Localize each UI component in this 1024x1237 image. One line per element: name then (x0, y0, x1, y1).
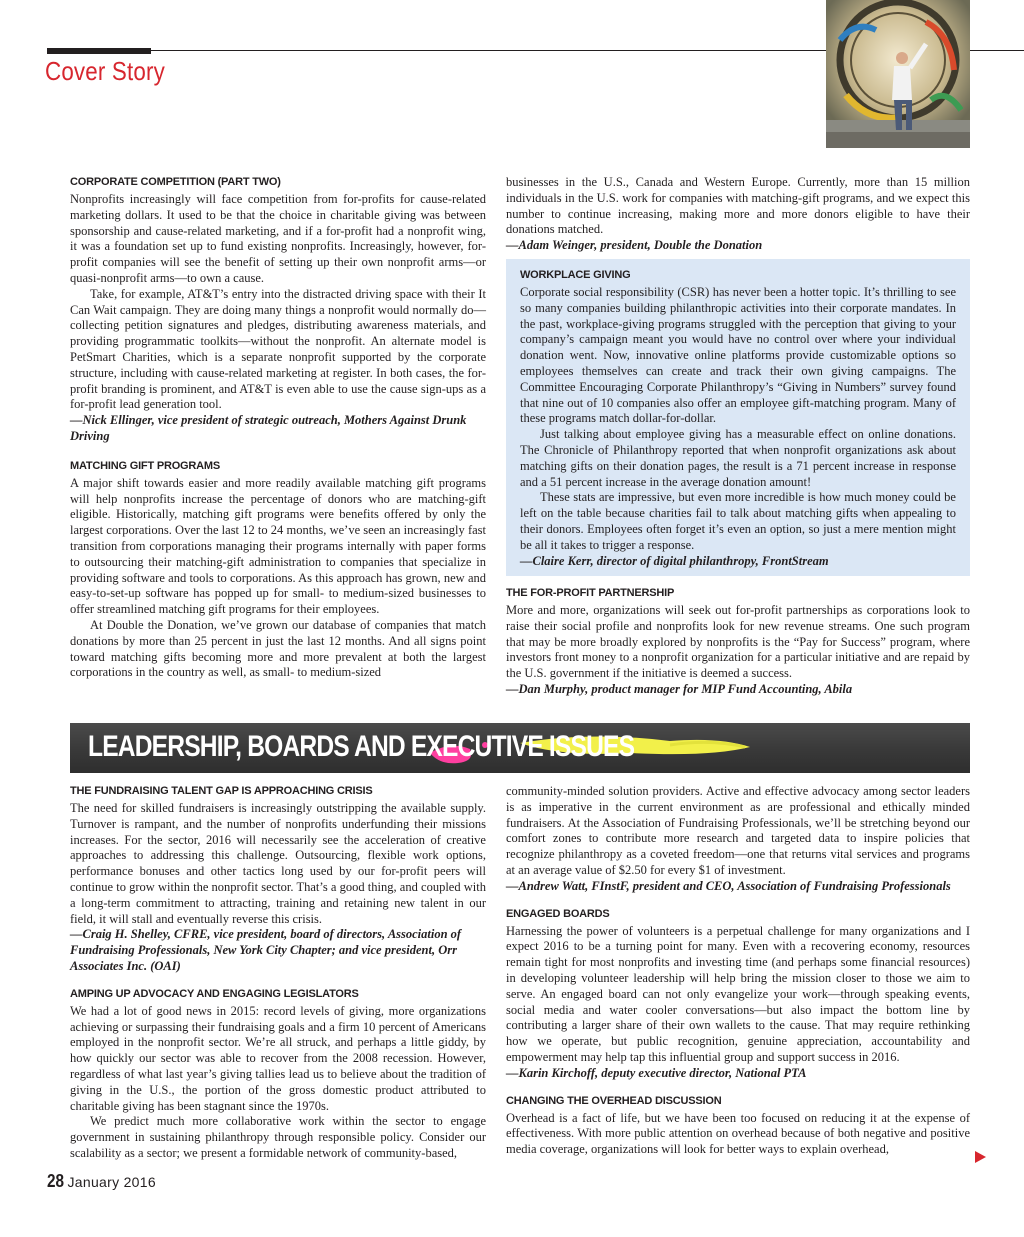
attribution-adam-weinger: —Adam Weinger, president, Double the Donation (506, 238, 763, 253)
attribution-claire-kerr: —Claire Kerr, director of digital philanthropy, FrontStream (520, 553, 829, 568)
cover-illustration (826, 0, 970, 148)
attribution-nick-ellinger: —Nick Ellinger, vice president of strategic outreach, Mothers Against Drunk Driving (70, 413, 467, 443)
page-number: 28 (47, 1171, 65, 1191)
paragraph: Overhead is a fact of life, but we have been too focused on reducing it at the expense of effectiveness. With more public attention on overhead because of both negative and positive media coverage, organizations will look for better ways to explain overhead, (506, 1110, 970, 1157)
workplace-giving-sidebar (506, 259, 970, 576)
header-rule (151, 50, 826, 51)
attribution-andrew-watt: —Andrew Watt, FInstF, president and CEO, Association of Fundraising Professionals (506, 878, 951, 893)
heading-for-profit-partnership: THE FOR-PROFIT PARTNERSHIP (506, 587, 675, 599)
paragraph: We predict much more collaborative work within the sector to engage government in sustaining philanthropy through responsible policy. Consider our scalability as a sector; we present a formidable network of community-based, (70, 1114, 486, 1160)
paragraph: Just talking about employee giving has a measurable effect on online donations. The Chronicle of Philanthropy reported that when nonprofit organizations ask about matching gifts on their donation pages, the result is a 71 percent increase in response and a 51 percent increase in the average donation amount! (520, 427, 956, 489)
header-rule-right (970, 50, 1024, 51)
paragraph: At Double the Donation, we’ve grown our database of companies that match donations by more than 25 percent in just the last 12 months. And all signs point toward matching gifts becoming more and more prevalent at both the largest corporations in the country as well, as small- to medium-sized (70, 617, 486, 680)
paragraph: community-minded solution providers. Active and effective advocacy among sector leaders is as imperative in the current environment as are professional and ethically minded fundraisers. At the Association of Fundraising Professionals, we’ll be stretching beyond our comfort zones to contribute more research and targeted data to inspire policies that recognize philanthropy as a coveted freedom—one that returns vital services and programs at an average value of $2.50 for every $1 of investment. (506, 784, 970, 877)
heading-corporate-competition: CORPORATE COMPETITION (PART TWO) (70, 176, 281, 188)
heading-matching-gift-programs: MATCHING GIFT PROGRAMS (70, 459, 220, 472)
attribution-karin-kirchoff: —Karin Kirchoff, deputy executive director, National PTA (506, 1065, 807, 1080)
attribution-dan-murphy: —Dan Murphy, product manager for MIP Fund Accounting, Abila (506, 681, 853, 696)
top-left-column (70, 175, 486, 681)
paragraph: Harnessing the power of volunteers is a perpetual challenge for many organizations and I expect 2016 to be a turning point for many. Even with a recovering economy, resources remain tight for most nonprofits and investing time (and perhaps some financial resources) in developing volunteer leadership will help bring the mission closer to those we aim to serve. An engaged board can not only evangelize your work—through speaking events, social media and water cooler conversations—but also impact the bottom line by contributing a larger share of their own wallets to the cause. That may require rethinking how we operate, but public recognition, genuine appreciation, accountability and empowerment may help tap this influential group and support success in 2016. (506, 923, 970, 1064)
header-rule-thick (47, 48, 151, 54)
attribution-craig-shelley: —Craig H. Shelley, CFRE, vice president, board of directors, Association of Fundraising Professionals, New York City Chapter; and vice president, Orr Associates Inc. (OAI) (70, 927, 462, 973)
paragraph: These stats are impressive, but even more incredible is how much money could be left on the table because charities fail to talk about matching gifts when appealing to their donors. Employees often forget it’s even an option, so just a mere mention might be all it takes to trigger a response. (520, 490, 956, 552)
bottom-left-column (70, 784, 486, 1162)
heading-amping-up-advocacy: AMPING UP ADVOCACY AND ENGAGING LEGISLATORS (70, 987, 359, 1000)
paragraph: The need for skilled fundraisers is increasingly outstripping the available supply. Turnover is rampant, and the number of nonprofits underfunding their missions increases. For the sector, 2016 will necessarily see the acceleration of creative approaches to addressing this challenge. Outsourcing, flexible work options, performance bonuses and other tactics long used by our for-profit peers will continue to grow within the nonprofit sector. That’s a good thing, and coupled with a long-term commitment to attracting, training and retaining new talent in our field, it will stall and eventually reverse this crisis. (70, 801, 486, 926)
heading-overhead-discussion: CHANGING THE OVERHEAD DISCUSSION (506, 1094, 722, 1107)
page-footer (47, 1171, 156, 1192)
paragraph: We had a lot of good news in 2015: record levels of giving, more organizations achieving or surpassing their fundraising goals and a firm 10 percent of Americans employed in the nonprofit sector. We’re all struck, and perhaps a little giddy, by how quickly our sector was able to recover from the 2008 recession. However, regardless of what last year’s giving tallies lead us to believe about the tradition of giving in the U.S., the portion of the gross domestic product attributed to charitable giving has been stagnant since the 1970s. (70, 1003, 486, 1113)
paragraph: A major shift towards easier and more readily available matching gift programs will help nonprofits increase the percentage of donors who are matching-gift eligible. Historically, matching gift programs were benefits offered by only the largest corporations. Over the last 12 to 24 months, we’ve seen an increasingly fast transition from corporations managing their programs internally with paper forms to outsourcing their matching-gift administration to companies that specialize in providing software and tools to corporations. As this approach has grown, new and easy-to-set-up software has popped up for small- to medium-sized businesses to offer streamlined matching gift programs for their employees. (70, 475, 486, 617)
section-title: Cover Story (45, 56, 165, 86)
issue-date: January 2016 (67, 1174, 156, 1190)
continue-arrow-icon[interactable] (975, 1151, 986, 1163)
top-right-column (506, 175, 970, 254)
top-right-column-lower (506, 586, 970, 698)
bottom-right-column (506, 784, 970, 1158)
heading-engaged-boards: ENGAGED BOARDS (506, 907, 610, 920)
banner-title: LEADERSHIP, BOARDS AND EXECUTIVE ISSUES (88, 730, 635, 763)
paragraph: Take, for example, AT&T’s entry into the distracted driving space with their It Can Wait campaign. They are doing many things a nonprofit would normally do—collecting petition signatures and pledges, distributing awareness materials, and providing programmatic toolkits—without the nonprofit. An alternate model is PetSmart Charities, which is a separate nonprofit supported by the corporate structure, including with cause-related marketing at register. In both cases, the for-profit branding is prominent, and AT&T is even able to use the cause sign-ups as a for-profit lead generation tool. (70, 286, 486, 412)
paragraph: businesses in the U.S., Canada and Western Europe. Currently, more than 15 million individuals in the U.S. work for companies with matching-gift programs, and we expect this number to continue increasing, making more and more donors eligible to have their donations matched. (506, 175, 970, 237)
paragraph: More and more, organizations will seek out for-profit partnerships as corporations look to raise their social profile and nonprofits look for new revenue streams. One such program that may be more broadly explored by nonprofits is the “Pay for Success” program, where investors front money to a nonprofit organization for a particular initiative and are repaid by the U.S. government if the initiative is deemed a success. (506, 603, 970, 681)
paragraph: Corporate social responsibility (CSR) has never been a hotter topic. It’s thrilling to see so many companies building philanthropic activities into their corporate mandates. In the past, workplace-giving programs struggled with the perception that giving to your company’s campaign meant you would have no control over where your individual donation went. Now, innovative online platforms provide customizable options so employees themselves can create and track their own giving campaigns. The Committee Encouraging Corporate Philanthropy’s “Giving in Numbers” survey found that nine out of 10 companies also offer an employee gift-matching program. Many of these programs match dollar-for-dollar. (520, 285, 956, 426)
heading-workplace-giving: WORKPLACE GIVING (520, 269, 631, 281)
section-banner (70, 723, 970, 773)
heading-talent-gap: THE FUNDRAISING TALENT GAP IS APPROACHING CRISIS (70, 785, 373, 797)
paragraph: Nonprofits increasingly will face competition from for-profits for cause-related marketing dollars. It used to be that the choice in charitable giving was between sponsorship and cause-related marketing, and if a for-profit had a nonprofit wing, it was a foundation set up to fund existing nonprofits. Increasingly, however, for-profit companies will see the benefit of setting up their own nonprofit arms—or quasi-nonprofit arms—to own a cause. (70, 192, 486, 285)
